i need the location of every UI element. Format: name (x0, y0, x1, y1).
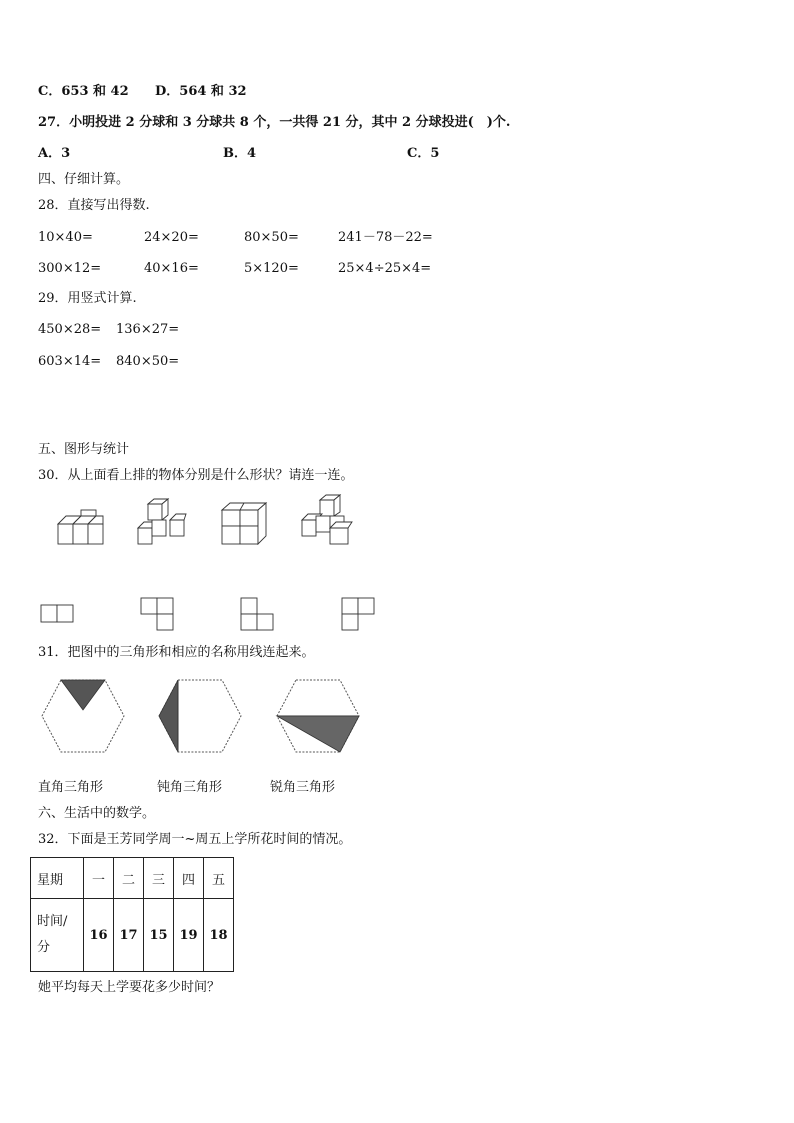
label-right-triangle: 直角三角形 (38, 780, 104, 795)
q29-title: 29．用竖式计算. (38, 291, 137, 306)
day-cell: 五 (204, 858, 234, 899)
q29-expr: 136×27= (116, 322, 180, 337)
table-row (31, 899, 234, 972)
hexagon-acute-triangle (275, 678, 361, 754)
label-obtuse-triangle: 钝角三角形 (157, 780, 223, 795)
top-view-1 (40, 604, 76, 624)
row-label-line2: 分 (37, 940, 51, 955)
cube-group-2 (136, 498, 188, 550)
day-cell: 四 (174, 858, 204, 899)
cube-group-3 (220, 500, 268, 548)
section6-title: 六、生活中的数学。 (38, 806, 156, 821)
q27-option-c: C．5 (407, 146, 440, 161)
time-cell: 19 (174, 899, 204, 972)
q28-expr: 10×40= (38, 230, 93, 245)
q28-expr: 80×50= (244, 230, 299, 245)
day-cell: 一 (84, 858, 114, 899)
day-cell: 二 (114, 858, 144, 899)
top-view-3 (240, 597, 276, 633)
top-view-4 (341, 597, 377, 633)
section5-title: 五、图形与统计 (38, 442, 130, 457)
q27-option-b: B．4 (223, 146, 257, 161)
q29-expr: 450×28= (38, 322, 102, 337)
q28-expr: 24×20= (144, 230, 199, 245)
time-cell: 16 (84, 899, 114, 972)
q26-option-d: D．564 和 32 (155, 84, 247, 99)
time-cell: 17 (114, 899, 144, 972)
q28-title: 28．直接写出得数. (38, 198, 150, 213)
q29-expr: 840×50= (116, 354, 180, 369)
section4-title: 四、仔细计算。 (38, 172, 130, 187)
top-view-2 (140, 597, 176, 633)
hexagon-obtuse-triangle (157, 678, 243, 754)
q27-option-a: A．3 (38, 146, 71, 161)
row-label-cell (31, 899, 84, 972)
q28-expr: 300×12= (38, 261, 102, 276)
q28-expr: 241－78－22= (338, 230, 433, 245)
day-cell: 三 (144, 858, 174, 899)
q26-option-c: C．653 和 42 (38, 84, 129, 99)
time-cell: 15 (144, 899, 174, 972)
q32-question: 她平均每天上学要花多少时间？ (38, 980, 221, 995)
q28-expr: 25×4÷25×4= (338, 261, 432, 276)
q28-expr: 5×120= (244, 261, 299, 276)
cube-group-4 (300, 494, 354, 548)
label-acute-triangle: 锐角三角形 (270, 780, 336, 795)
q29-expr: 603×14= (38, 354, 102, 369)
q27-question: 27．小明投进 2 分球和 3 分球共 8 个，一共得 21 分，其中 2 分球投进( )个. (38, 115, 511, 130)
q30-title: 30．从上面看上排的物体分别是什么形状？请连一连。 (38, 468, 354, 483)
q31-title: 31．把图中的三角形和相应的名称用线连起来。 (38, 645, 315, 660)
header-cell: 星期 (31, 858, 84, 899)
time-cell: 18 (204, 899, 234, 972)
row-label-line1: 时间/ (37, 914, 68, 929)
q28-expr: 40×16= (144, 261, 199, 276)
schedule-table (30, 857, 234, 972)
q32-title: 32．下面是王芳同学周一~周五上学所花时间的情况。 (38, 832, 352, 847)
table-row (31, 858, 234, 899)
hexagon-right-triangle (40, 678, 126, 754)
cube-group-1 (56, 508, 106, 548)
